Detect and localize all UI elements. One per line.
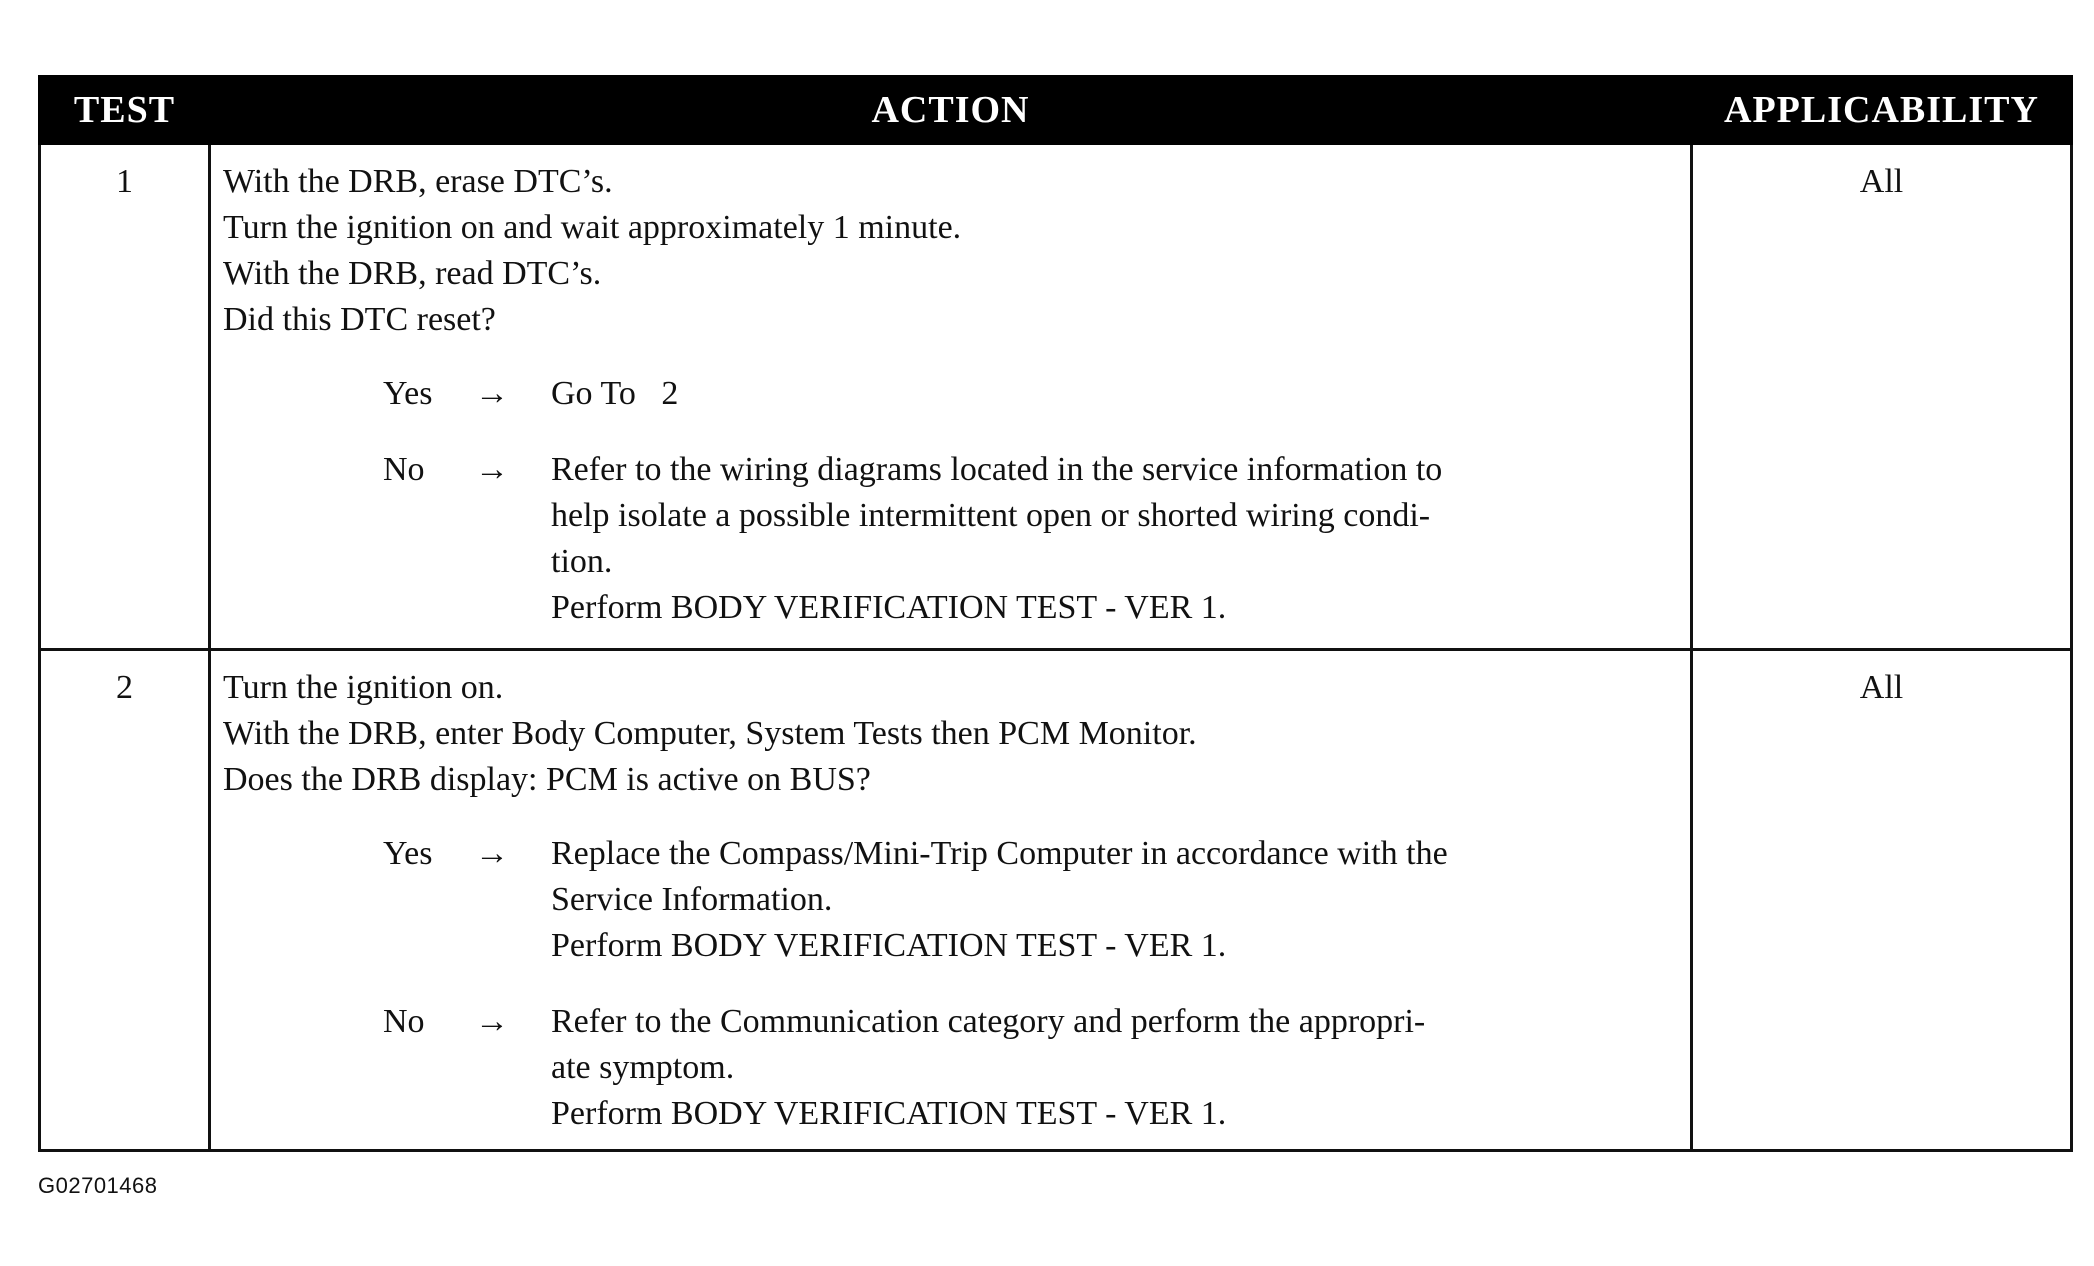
action-question: Does the DRB display: PCM is active on BUS? — [223, 761, 871, 798]
result-line: Service Information. — [551, 881, 833, 918]
result-line: Replace the Compass/Mini-Trip Computer in accordance with the — [551, 835, 1448, 872]
header-action: ACTION — [210, 77, 1692, 144]
result-line: help isolate a possible intermittent open or shorted wiring condi- — [551, 497, 1431, 534]
figure-id: G02701468 — [38, 1173, 158, 1198]
applicability-cell: All — [1692, 650, 2072, 1151]
outcome-yes — [223, 831, 1682, 969]
outcome-result — [551, 371, 1682, 417]
table-header-row — [40, 77, 2072, 144]
outcome-yes — [223, 371, 1682, 417]
arrow-right-icon: → — [475, 451, 509, 488]
action-step: With the DRB, enter Body Computer, System Tests then PCM Monitor. — [223, 715, 1197, 752]
arrow-right-icon: → — [475, 375, 509, 412]
applicability-cell: All — [1692, 144, 2072, 650]
action-step: With the DRB, erase DTC’s. — [223, 163, 613, 200]
result-line: Perform BODY VERIFICATION TEST - VER 1. — [551, 1095, 1227, 1132]
result-line: Perform BODY VERIFICATION TEST - VER 1. — [551, 589, 1227, 626]
action-step: Turn the ignition on and wait approximately 1 minute. — [223, 209, 962, 246]
diagnostic-test-table — [38, 75, 2073, 1152]
outcome-no — [223, 447, 1682, 631]
header-applicability: APPLICABILITY — [1692, 77, 2072, 144]
answer-label: No — [383, 1003, 425, 1040]
result-line: Refer to the wiring diagrams located in the service information to — [551, 451, 1443, 488]
answer-label: No — [383, 451, 425, 488]
answer-label: Yes — [383, 375, 433, 412]
header-test: TEST — [40, 77, 210, 144]
action-step: With the DRB, read DTC’s. — [223, 255, 602, 292]
diagnostic-table-wrapper — [38, 75, 2070, 1152]
outcome-no — [223, 999, 1682, 1137]
arrow-right-icon: → — [475, 835, 509, 872]
outcome-result — [551, 447, 1682, 631]
table-row — [40, 144, 2072, 650]
outcome-result — [551, 831, 1682, 969]
result-line: Refer to the Communication category and perform the appropri- — [551, 1003, 1426, 1040]
test-number: 2 — [40, 650, 210, 1151]
result-line: tion. — [551, 543, 613, 580]
action-cell — [210, 650, 1692, 1151]
result-line: Go To 2 — [551, 375, 679, 412]
action-cell — [210, 144, 1692, 650]
outcome-result — [551, 999, 1682, 1137]
result-line: Perform BODY VERIFICATION TEST - VER 1. — [551, 927, 1227, 964]
action-question: Did this DTC reset? — [223, 301, 496, 338]
action-step: Turn the ignition on. — [223, 669, 504, 706]
result-line: ate symptom. — [551, 1049, 735, 1086]
arrow-right-icon: → — [475, 1003, 509, 1040]
answer-label: Yes — [383, 835, 433, 872]
test-number: 1 — [40, 144, 210, 650]
table-row — [40, 650, 2072, 1151]
